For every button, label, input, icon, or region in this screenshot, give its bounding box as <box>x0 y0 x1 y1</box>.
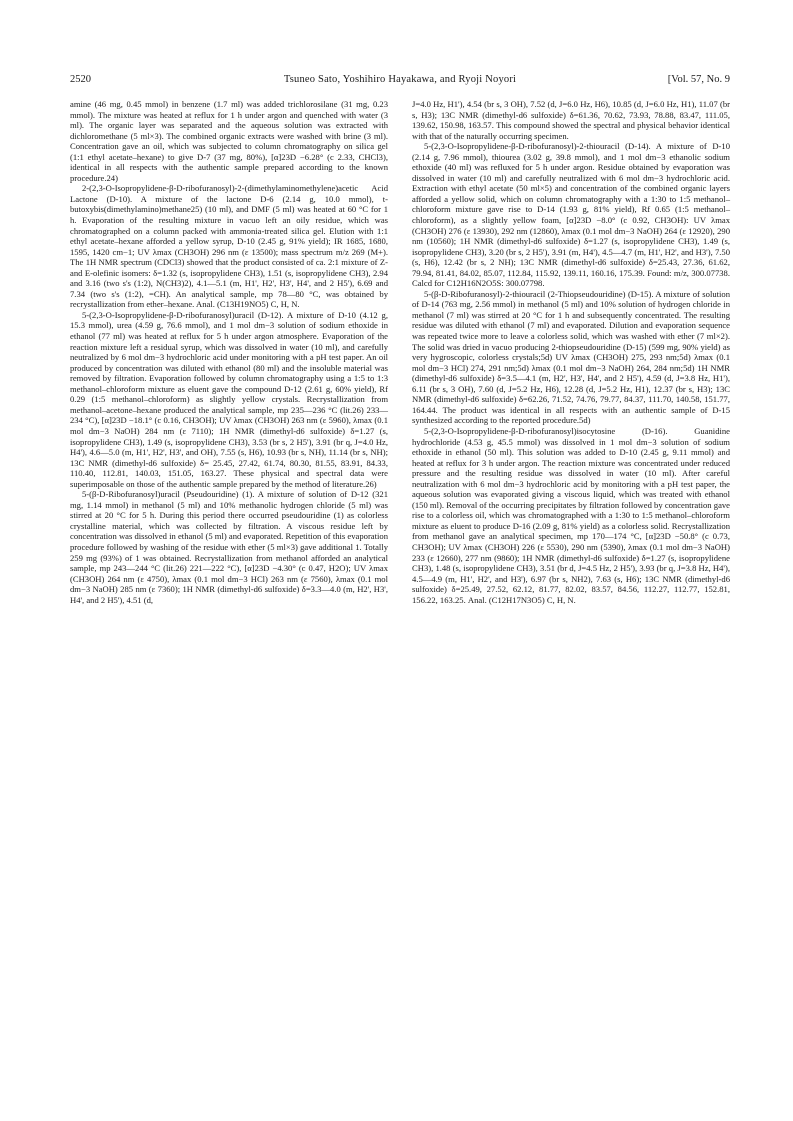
paragraph-pseudouridine: 5-(β-D-Ribofuranosyl)uracil (Pseudouridine) (1). A mixture of solution of D-12 (321 mg, 1.14 mmol) in methanol (5 ml) and 10% methanolic hydrogen chloride (5 ml) was stirred at 20 °C for 5 h. During this period there occurred pseudouridine (1) as colorless crystalline material, which was collected by filtration. A viscous residue left by concentration was dissolved in ethanol (5 ml) and evaporated. Repetition of this evaporation procedure followed by washing of the residue with ether (5 ml×3) gave additional 1. Totally 259 mg (93%) of 1 was obtained. Recrystallization from methanol afforded an analytical sample, mp 243—244 °C (lit.26) 221—222 °C), [α]23D −4.30° (c 0.47, H2O); UV λmax (CH3OH) 264 nm (ε 4750), λmax (0.1 mol dm−3 HCl) 263 nm (ε 7560), λmax (0.1 mol dm−3 NaOH) 285 nm (ε 7360); 1H NMR (dimethyl-d6 sulfoxide) δ=3.3—4.0 (m, H2', H3', H4', and 2 H5'), 4.51 (d, <box>70 489 388 605</box>
page-number: 2520 <box>70 74 91 85</box>
paragraph-amine-reduction: amine (46 mg, 0.45 mmol) in benzene (1.7 ml) was added trichlorosilane (31 mg, 0.23 mmol). The mixture was heated at reflux for 1 h under argon and quenched with water (3 ml). The organic layer was separated and the aqueous solution was extracted with dichloromethane (5 ml×3). The combined organic extracts were washed with brine (3 ml). Concentration gave an oil, which was subjected to column chromatography on silica gel (1:1 ethyl acetate–hexane) to give D-7 (37 mg, 80%), [α]23D −6.28° (c 2.33, CHCl3), identical in all respects with the authentic sample prepared according to the known procedure.24) <box>70 99 388 183</box>
paragraph-isocytosine-d16: 5-(2,3-O-Isopropylidene-β-D-ribofuranosyl)isocytosine (D-16). Guanidine hydrochloride (4.53 g, 45.5 mmol) was dissolved in 1 mol dm−3 solution of sodium ethoxide in ethanol (50 ml). This solution was added to D-10 (2.45 g, 9.11 mmol) and heated at reflux for 3 h under argon. The reaction mixture was concentrated under reduced pressure and the resulting residue was dissolved in water (10 ml). After careful neutralization with 6 mol dm−3 hydrochloric acid by monitoring with a pH test paper, the aqueous solution was evaporated giving a viscous liquid, which was treated with ethanol (150 ml). Removal of the occurring precipitates by filtration followed by concentration gave rise to a colorless oil, which was chromatographed with a 1:30 to 1:5 methanol–chloroform mixture as eluent to produce D-16 (2.09 g, 81% yield) as a colorless solid. Recrystallization from methanol gave an analytical specimen, mp 170—174 °C, [α]23D −50.8° (c 0.73, CH3OH); UV λmax (CH3OH) 226 (ε 5530), 290 nm (5390), λmax (0.1 mol dm−3 NaOH) 233 (ε 12660), 277 nm (9860); 1H NMR (dimethyl-d6 sulfoxide) δ=1.27 (s, isopropylidene CH3), 1.48 (s, isopropylidene CH3), 3.51 (br d, J=4.5 Hz, 2 H5'), 3.93 (br q, J=3.8 Hz, H4'), 4.5—4.9 (m, H1', H2', and H3'), 6.97 (br s, NH2), 7.63 (s, H6); 13C NMR (dimethyl-d6 sulfoxide) δ=25.49, 27.52, 62.12, 81.77, 82.02, 83.57, 84.56, 112.27, 112.77, 152.81, 156.22, 163.25. Anal. (C12H17N3O5) C, H, N. <box>412 425 730 605</box>
running-header <box>70 73 730 87</box>
left-column <box>70 99 388 605</box>
running-authors: Tsuneo Sato, Yoshihiro Hayakawa, and Ryoji Noyori <box>283 74 517 85</box>
paragraph-pseudouridine-cont: J=4.0 Hz, H1'), 4.54 (br s, 3 OH), 7.52 (d, J=6.0 Hz, H6), 10.85 (d, J=6.0 Hz, H1), 11.07 (br s, H3); 13C NMR (dimethyl-d6 sulfoxide) δ=61.36, 70.62, 73.93, 78.88, 83.47, 111.05, 139.62, 150.98, 163.57. This compound showed the spectral and physical behavior identical with that of the naturally occurring specimen. <box>412 99 730 141</box>
paragraph-lactone-d10: 2-(2,3-O-Isopropylidene-β-D-ribofuranosyl)-2-(dimethylaminomethylene)acetic Acid Lactone (D-10). A mixture of the lactone D-6 (2.14 g, 10.0 mmol), t-butoxybis(dimethylamino)methane25) (10 ml), and DMF (5 ml) was heated at 60 °C for 1 h. Evaporation of the resulting mixture in vacuo left an oily residue, which was chromatographed on a column packed with ammonia-treated silica gel. Elution with 1:1 ethyl acetate–hexane afforded a yellow syrup, D-10 (2.45 g, 91% yield); IR 1685, 1680, 1595, 1420 cm−1; UV λmax (CH3OH) 296 nm (ε 13500); mass spectrum m/z 269 (M+). The 1H NMR spectrum (CDCl3) showed that the product consisted of ca. 2:1 mixture of Z- and E-olefinic isomers: δ=1.32 (s, isopropylidene CH3), 1.51 (s, isopropylidene CH3), 2.94 and 3.16 (two s's (1:2), N(CH3)2), 4.1—5.1 (m, H1', H2', H3', H4', and 2 H5'), 6.69 and 7.34 (two s's (1:2), =CH). An analytical sample, mp 78—80 °C, was obtained by recrystallization from ether–hexane. Anal. (C13H19NO5) C, H, N. <box>70 183 388 310</box>
paragraph-uracil-d12: 5-(2,3-O-Isopropylidene-β-D-ribofuranosyl)uracil (D-12). A mixture of D-10 (4.12 g, 15.3 mmol), urea (4.59 g, 76.6 mmol), and 1 mol dm−3 solution of sodium ethoxide in ethanol (77 ml) was heated at reflux for 5 h under argon atmosphere. Evaporation of the reaction mixture left a residual syrup, which was dissolved in water (10 ml), and carefully neutralized by 6 mol dm−3 hydrochloric acid under monitoring with a pH test paper. An oil produced by concentration was diluted with ethanol (80 ml) and the insoluble material was removed by filtration. Evaporation followed by column chromatography using a 1:5 to 1:3 methanol–chloroform mixture as eluent gave the compound D-12 (2.61 g, 60% yield), Rf 0.29 (1:5 methanol–chloroform) as slightly yellow crystals. Recrystallization from methanol–acetone–hexane produced the analytical sample, mp 235—236 °C (lit.26) 233—234 °C), [α]23D −18.1° (c 0.16, CH3OH); UV λmax (CH3OH) 263 nm (ε 5960), λmax (0.1 mol dm−3 NaOH) 284 nm (ε 7110); 1H NMR (dimethyl-d6 sulfoxide) δ=1.27 (s, isopropylidene CH3), 1.49 (s, isopropylidene CH3), 3.53 (br s, 2 H5'), 3.91 (br q, J=4.0 Hz, H4'), 4.6—5.0 (m, H1', H2', H3', and OH), 7.55 (s, H6), 10.93 (br s, NH), 11.14 (br s, NH); 13C NMR (dimethyl-d6 sulfoxide) δ= 25.45, 27.42, 61.74, 80.30, 81.55, 83.91, 84.33, 110.40, 112.81, 140.03, 151.05, 163.27. These physical and spectral data were superimposable on those of the authentic sample prepared by the method of literature.26) <box>70 309 388 489</box>
right-column <box>412 99 730 605</box>
paragraph-thiouracil-d14: 5-(2,3-O-Isopropylidene-β-D-ribofuranosyl)-2-thiouracil (D-14). A mixture of D-10 (2.14 g, 7.96 mmol), thiourea (3.02 g, 39.8 mmol), and 1 mol dm−3 ethanolic sodium ethoxide (40 ml) was refluxed for 5 h under argon. Residue obtained by evaporation was dissolved in water (10 ml) and carefully neutralized with 6 mol dm−3 hydrochloric acid. Extraction with ethyl acetate (50 ml×5) and concentration of the combined organic layers afforded a yellow solid, which on column chromatography with a 1:30 to 1:5 methanol–chloroform mixture gave rise to D-14 (1.93 g, 81% yield), Rf 0.65 (1:5 methanol–chloroform), as a slightly yellow foam, [α]23D −8.0° (c 0.92, CH3OH): UV λmax (CH3OH) 276 (ε 13930), 292 nm (12860), λmax (0.1 mol dm−3 NaOH) 264 (ε 12920), 290 nm (10560); 1H NMR (dimethyl-d6 sulfoxide) δ=1.27 (s, isopropylidene CH3), 1.49 (s, isopropylidene CH3), 3.20 (br s, 2 H5'), 3.91 (m, H4'), 4.5—4.7 (m, H1', H2', and H3'), 7.50 (s, H6), 12.42 (br s, 2 NH); 13C NMR (dimethyl-d6 sulfoxide) δ=25.43, 27.36, 61.62, 79.94, 81.41, 84.02, 85.07, 112.84, 115.92, 139.11, 160.16, 175.39. Found: m/z, 300.07738. Calcd for C12H16N2O5S: 300.07798. <box>412 141 730 289</box>
paragraph-thiopseudouridine-d15: 5-(β-D-Ribofuranosyl)-2-thiouracil (2-Thiopseudouridine) (D-15). A mixture of solution of D-14 (763 mg, 2.56 mmol) in methanol (5 ml) and 10% solution of hydrogen chloride in methanol (7 ml) was stirred at 20 °C for 1 h and subsequently concentrated. The resulting residue was diluted with ethanol (7 ml) and evaporated. Dilution and evaporation sequence was repeated twice more to leave a colorless solid, which was washed with ether (7 ml×2). The solid was dried in vacuo producing 2-thiopseudouridine (D-15) (599 mg, 90% yield) as very hygroscopic, colorless crystals;5d) UV λmax (CH3OH) 275, 293 nm;5d) λmax (0.1 mol dm−3 HCl) 274, 291 nm;5d) λmax (0.1 mol dm−3 NaOH) 264, 284 nm;5d) 1H NMR (dimethyl-d6 sulfoxide) δ=3.5—4.1 (m, H2', H3', H4', and 2 H5'), 4.59 (d, J=3.8 Hz, H1'), 6.11 (br s, 3 OH), 7.60 (d, J=5.2 Hz, H6), 12.28 (d, J=5.2 Hz, H1), 12.37 (br s, H3); 13C NMR (dimethyl-d6 sulfoxide) δ=62.26, 71.52, 74.76, 79.77, 84.37, 111.70, 140.58, 151.77, 164.44. The product was identical in all respects with an authentic sample of D-15 synthesized according to the reported procedure.5d) <box>412 288 730 426</box>
journal-volume: [Vol. 57, No. 9 <box>667 74 730 85</box>
